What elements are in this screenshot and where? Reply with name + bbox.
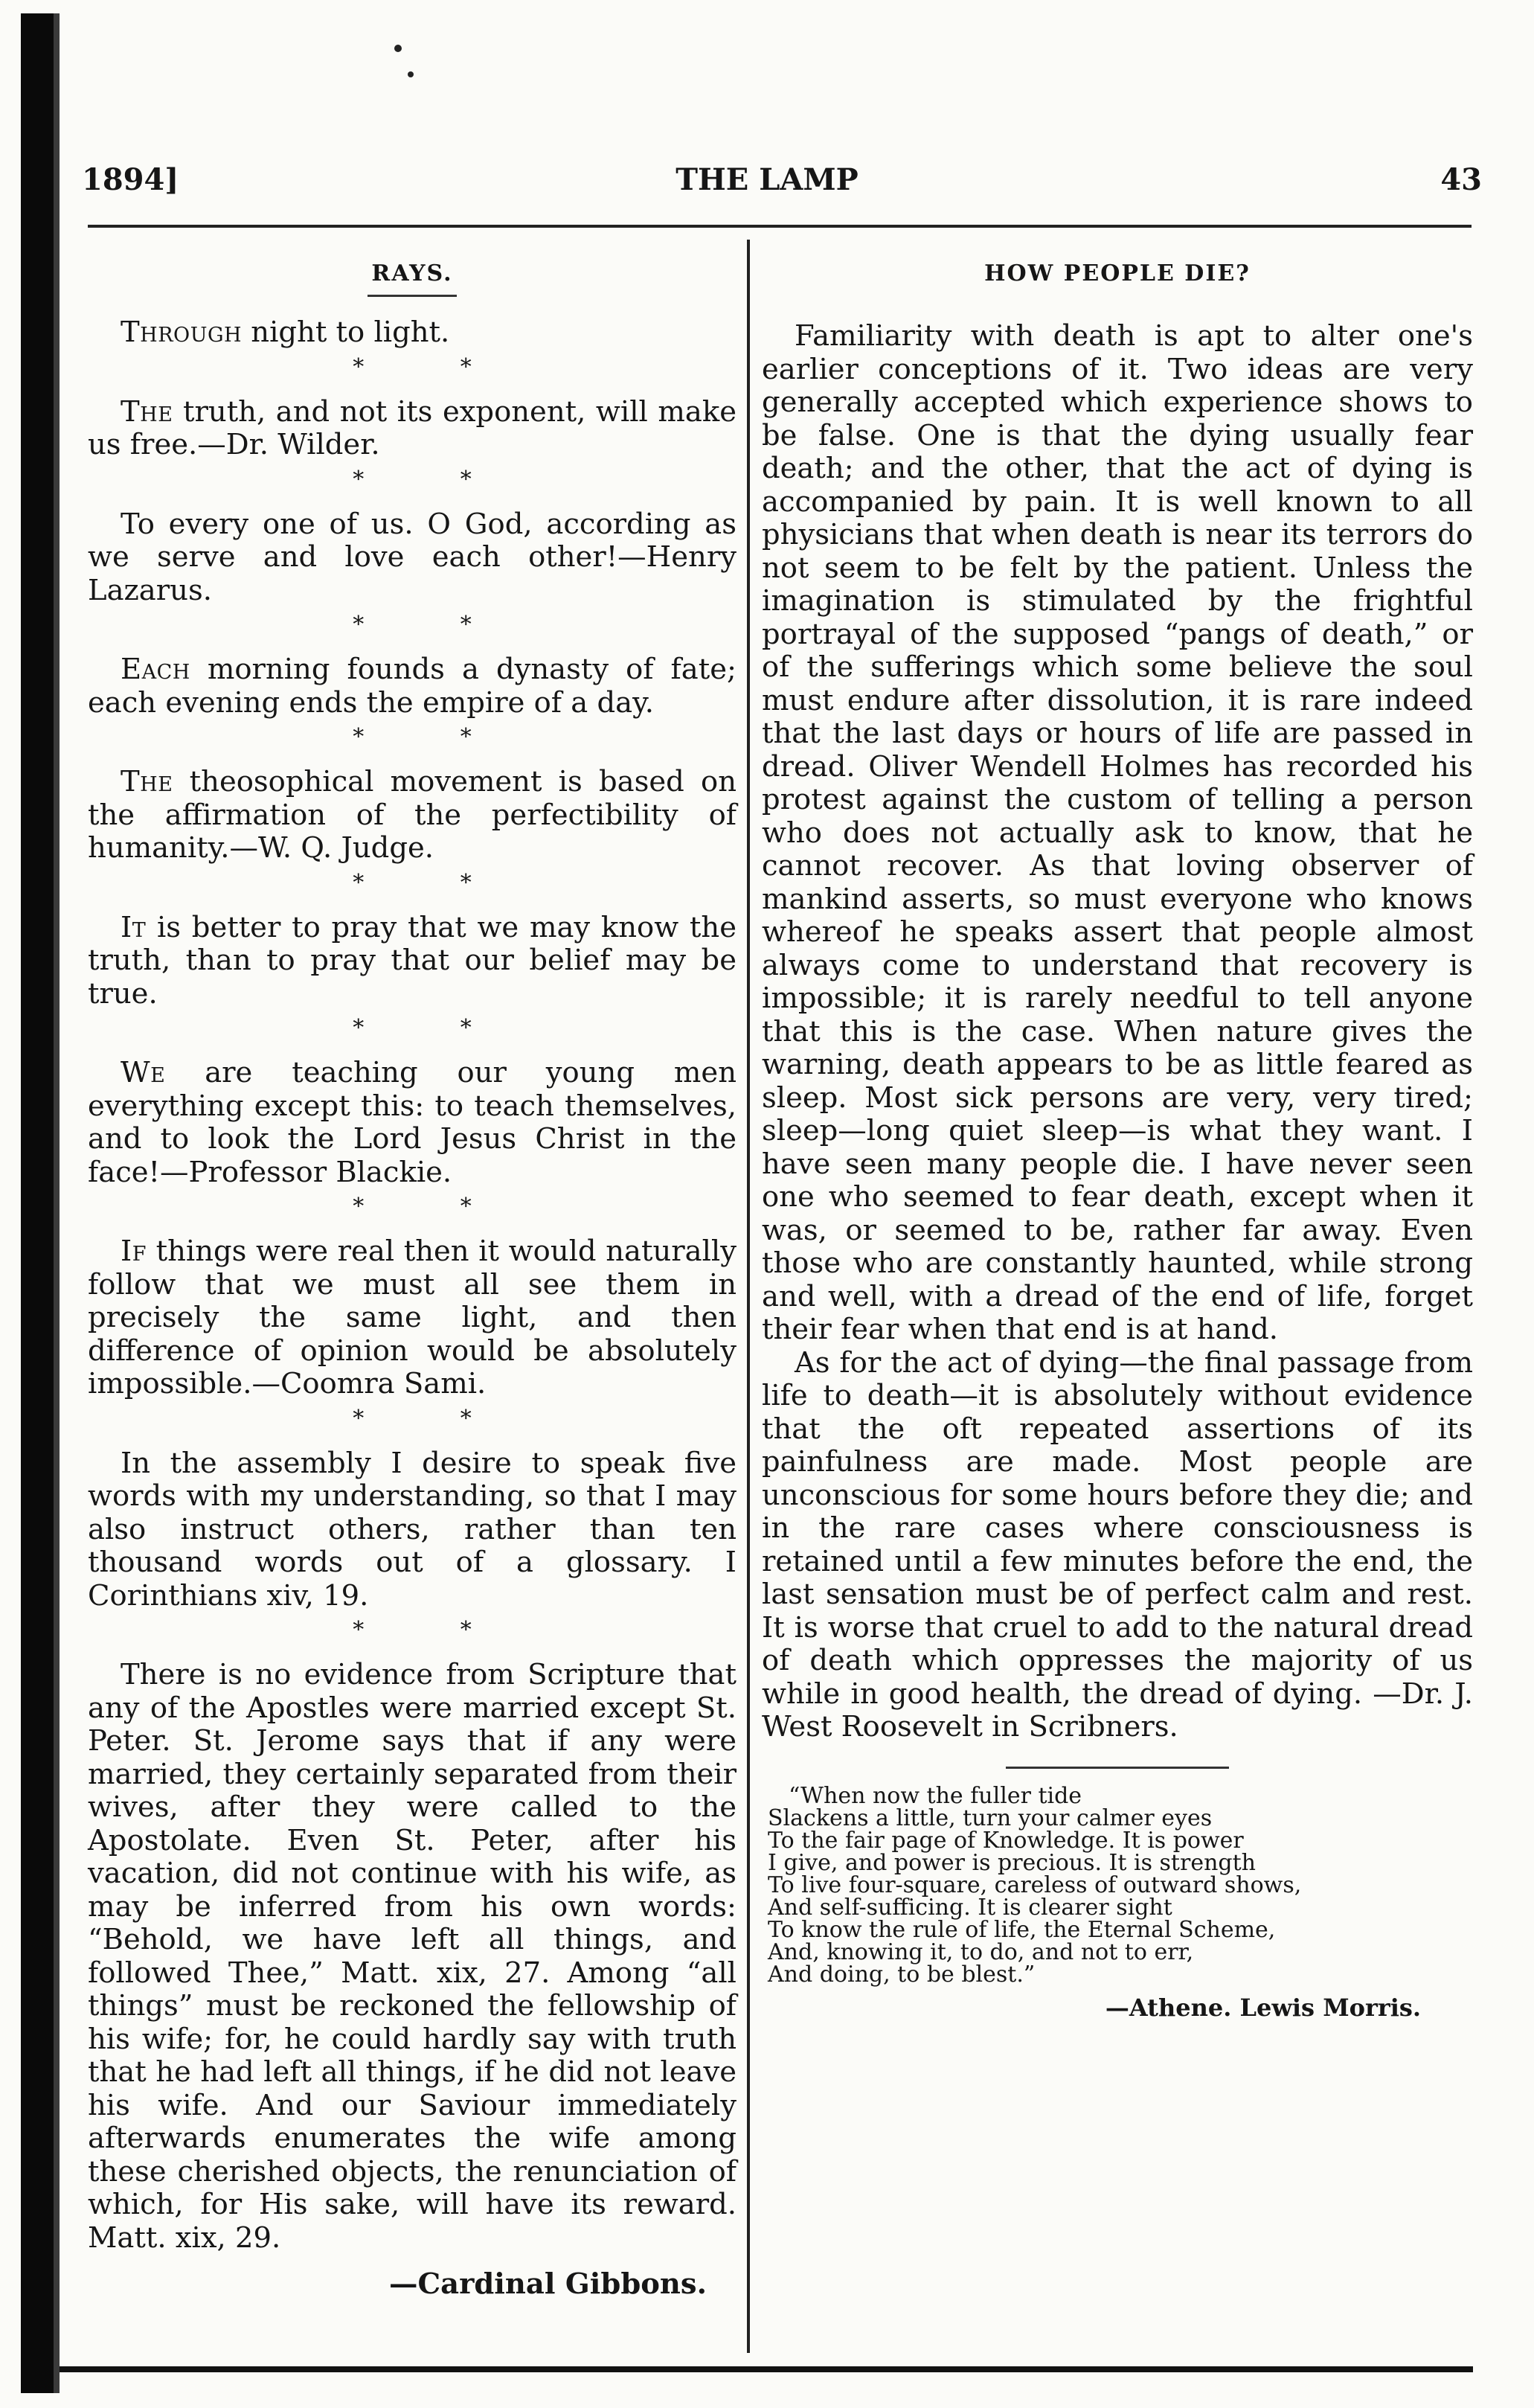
binding-shadow (54, 13, 60, 2393)
poem-signature: —Athene. Lewis Morris. (1105, 1993, 1421, 2022)
poem-line: To know the rule of life, the Eternal Scheme, (768, 1916, 1276, 1943)
column-divider (747, 240, 750, 2353)
article-paragraph: As for the act of dying—the final passage from life to death—it is absolutely without evidence that the oft repeated assertions of its painfulness are made. Most people are unconscious for some hours before they die; and in the rare cases where consciousness is retained until a few minutes before the end, the last sensation must be of perfect calm and rest. It is worse that cruel to add to the natural dread of death which oppresses the majority of us while in good health, the dread of dying. —Dr. J. West Roosevelt in Scribners. (762, 1345, 1473, 1743)
poem-line: To live four-square, careless of outward shows, (768, 1871, 1302, 1898)
separator-stars: * * (353, 353, 516, 380)
ray-entry: There is no evidence from Scripture that any of the Apostles were married except St. Peter. St. Jerome says that if any were married, they certainly separated from their wives, after they were called to the Apostolate. Even St. Peter, after his vacation, did not continue with his wife, as may be inferred from his own words: “Behold, we have left all things, and followed Thee,” Matt. xix, 27. Among “all things” must be reckoned the fellowship of his wife; for, he could hardly say with truth that he had left all things, if he did not leave his wife. And our Saviour immediately afterwards enumerates the wife among these cherished objects, the renunciation of which, for His sake, will have its reward. Matt. xix, 29. (88, 1658, 736, 2255)
left-column (88, 246, 736, 2302)
poem-line: Slackens a little, turn your calmer eyes (768, 1805, 1213, 1831)
ray-entry: If things were real then it would naturally follow that we must all see them in precisely the same light, and then difference of opinion would be absolutely impossible.—Coomra Sami. (88, 1235, 736, 1400)
separator-stars: * * (353, 612, 516, 638)
header-year: 1894] (82, 162, 179, 197)
ink-speck (394, 45, 402, 52)
poem-line: I give, and power is precious. It is strength (768, 1849, 1256, 1876)
poem (762, 1782, 1473, 1988)
ray-entry: The truth, and not its exponent, will make us free.—Dr. Wilder. (88, 394, 736, 461)
poem-rule (1006, 1767, 1229, 1769)
separator-stars: * * (353, 1194, 516, 1220)
title-rule (368, 295, 457, 297)
separator-stars: * * (353, 1405, 516, 1432)
ray-entry: Through night to light. (121, 316, 450, 349)
ray-entry: The theosophical movement is based on the affirmation of the perfectibility of humanity.—W. Q. Judge. (88, 765, 736, 865)
left-column-title: RAYS. (371, 260, 453, 286)
separator-stars: * * (353, 869, 516, 896)
article-paragraph: Familiarity with death is apt to alter one's earlier conceptions of it. Two ideas are very generally accepted which experience shows to be false. One is that the dying usually fear death; and the other, that the act of dying is accompanied by pain. It is well known to all physicians that when death is near its terrors do not seem to be felt by the patient. Unless the imagination is stimulated by the frightful portrayal of the supposed “pangs of death,” or of the sufferings which some believe the soul must endure after dissolution, it is rare indeed that the last days or hours of life are passed in dread. Oliver Wendell Holmes has recorded his protest against the custom of telling a person who does not actually ask to know, that he cannot recover. As that loving observer of mankind asserts, so must everyone who knows whereof he speaks assert that people almost always come to understand that recovery is impossible; it is rarely needful to tell anyone that this is the case. When nature gives the warning, death appears to be as little feared as sleep. Most sick persons are very, very tired; sleep—long quiet sleep—is what they want. I have seen many people die. I have never seen one who seemed to fear death, except when it was, or seemed to be, rather far away. Even those who are constantly haunted, while strong and well, with a dread of the end of life, forget their fear when that end is at hand. (762, 319, 1473, 1346)
ink-speck (408, 71, 414, 77)
separator-stars: * * (353, 1015, 516, 1041)
poem-line: And self-sufficing. It is clearer sight (768, 1894, 1172, 1921)
right-column (762, 246, 1473, 2022)
ray-entry: Each morning founds a dynasty of fate; each evening ends the empire of a day. (88, 653, 736, 720)
ray-entry: To every one of us. O God, according as we serve and love each other!—Henry Lazarus. (88, 507, 736, 607)
header-rule (88, 225, 1472, 228)
poem-line: To the fair page of Knowledge. It is power (768, 1827, 1244, 1854)
poem-line: “When now the fuller tide (789, 1782, 1082, 1809)
bottom-rule (60, 2366, 1473, 2372)
ray-entry: In the assembly I desire to speak five words with my understanding, so that I may also instruct others, rather than ten thousand words out of a glossary. I Corinthians xiv, 19. (88, 1446, 736, 1613)
title-spacer (762, 295, 1473, 320)
page-title: THE LAMP (675, 162, 859, 197)
ray-entry: We are teaching our young men everything except this: to teach themselves, and to look the Lord Jesus Christ in the face!—Professor Blackie. (88, 1056, 736, 1189)
page-number: 43 (1440, 162, 1482, 197)
separator-stars: * * (353, 724, 516, 750)
separator-stars: * * (353, 466, 516, 493)
right-column-title: HOW PEOPLE DIE? (984, 260, 1251, 286)
left-signature: —Cardinal Gibbons. (389, 2267, 707, 2301)
poem-line: And, knowing it, to do, and not to err, (768, 1938, 1194, 1965)
ray-entry: It is better to pray that we may know the truth, than to pray that our belief may be true. (88, 910, 736, 1011)
poem-line: And doing, to be blest.” (768, 1961, 1036, 1988)
separator-stars: * * (353, 1617, 516, 1643)
binding-edge (21, 13, 54, 2393)
